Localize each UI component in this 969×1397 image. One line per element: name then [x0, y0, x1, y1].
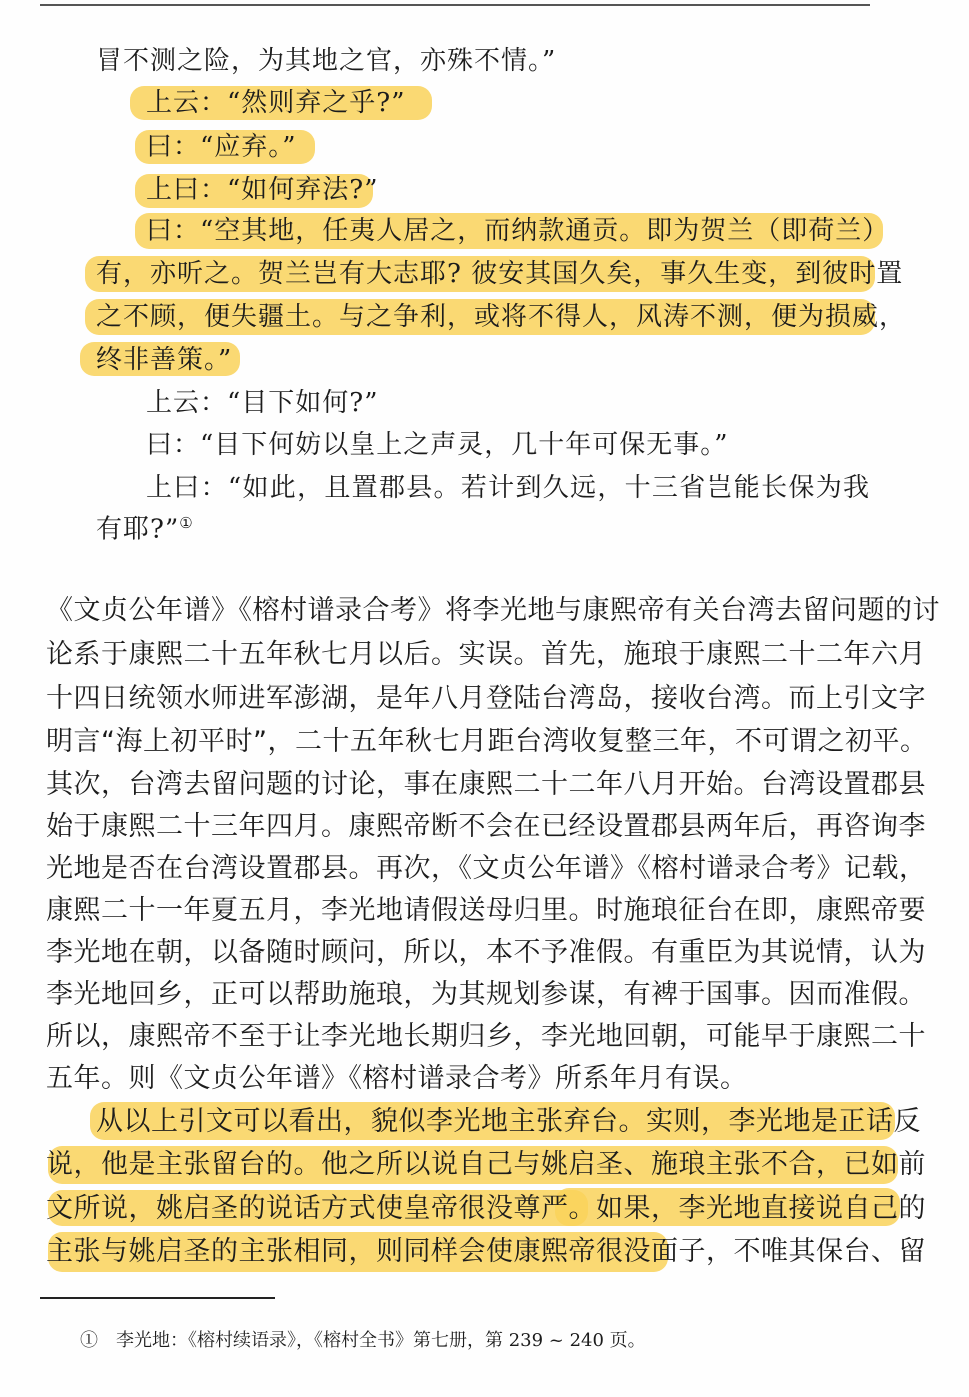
footnote: ① 李光地：《榕村续语录》，《榕村全书》第七册，第 239 ~ 240 页。 — [80, 1330, 646, 1351]
body-line: 文所说，姚启圣的说话方式使皇帝很没尊严。如果，李光地直接说自己的 — [46, 1193, 926, 1224]
body-line: 五年。则《文贞公年谱》《榕村谱录合考》所系年月有误。 — [46, 1063, 748, 1094]
quote-line: 上曰：“如此，且置郡县。若计到久远，十三省岂能长保为我 — [146, 473, 870, 503]
body-line: 《文贞公年谱》《榕村谱录合考》将李光地与康熙帝有关台湾去留问题的讨 — [46, 595, 940, 626]
top-rule — [40, 4, 870, 6]
quote-line: 曰：“目下何妨以皇上之声灵，几十年可保无事。” — [146, 430, 729, 460]
body-line: 十四日统领水师进军澎湖，是年八月登陆台湾岛，接收台湾。而上引文字 — [46, 683, 926, 714]
quote-line-last — [96, 516, 194, 543]
body-line: 始于康熙二十三年四月。康熙帝断不会在已经设置郡县两年后，再咨询李 — [46, 811, 926, 842]
quote-line: 曰：“应弃。” — [146, 132, 297, 162]
quote-line: 上云：“然则弃之乎?” — [146, 88, 406, 118]
body-line: 明言“海上初平时”，二十五年秋七月距台湾收复整三年，不可谓之初平。 — [46, 726, 928, 757]
body-line: 说，他是主张留台的。他之所以说自己与姚启圣、施琅主张不合，已如前 — [46, 1149, 926, 1180]
body-line: 主张与姚启圣的主张相同，则同样会使康熙帝很没面子，不唯其保台、留 — [46, 1236, 926, 1267]
quote-text: 有耶?” — [96, 514, 180, 545]
body-line: 论系于康熙二十五年秋七月以后。实误。首先，施琅于康熙二十二年六月 — [46, 639, 926, 670]
quote-line: 有，亦听之。贺兰岂有大志耶? 彼安其国久矣，事久生变，到彼时置 — [96, 259, 904, 289]
body-line: 光地是否在台湾设置郡县。再次，《文贞公年谱》《榕村谱录合考》记载， — [46, 853, 927, 884]
body-line: 从以上引文可以看出，貌似李光地主张弃台。实则，李光地是正话反 — [96, 1106, 921, 1137]
body-line: 李光地回乡，正可以帮助施琅，为其规划参谋，有裨于国事。因而准假。 — [46, 979, 926, 1010]
body-line: 康熙二十一年夏五月，李光地请假送母归里。时施琅征台在即，康熙帝要 — [46, 895, 926, 926]
body-line: 李光地在朝，以备随时顾问，所以，本不予准假。有重臣为其说情，认为 — [46, 937, 926, 968]
footnote-marker: ① — [179, 514, 194, 532]
quote-line: 终非善策。” — [96, 345, 233, 375]
quote-line: 上曰：“如何弃法?” — [146, 175, 379, 205]
body-line: 所以，康熙帝不至于让李光地长期归乡，李光地回朝，可能早于康熙二十 — [46, 1021, 926, 1052]
footnote-rule — [40, 1297, 275, 1299]
quote-line: 上云：“目下如何?” — [146, 388, 379, 418]
quote-line: 冒不测之险，为其地之官，亦殊不情。” — [96, 46, 557, 76]
body-line: 其次，台湾去留问题的讨论，事在康熙二十二年八月开始。台湾设置郡县 — [46, 769, 926, 800]
quote-line: 之不顾，便失疆土。与之争利，或将不得人，风涛不测，便为损威， — [96, 302, 907, 332]
quote-line: 曰：“空其地，任夷人居之，而纳款通贡。即为贺兰（即荷兰） — [146, 216, 890, 246]
